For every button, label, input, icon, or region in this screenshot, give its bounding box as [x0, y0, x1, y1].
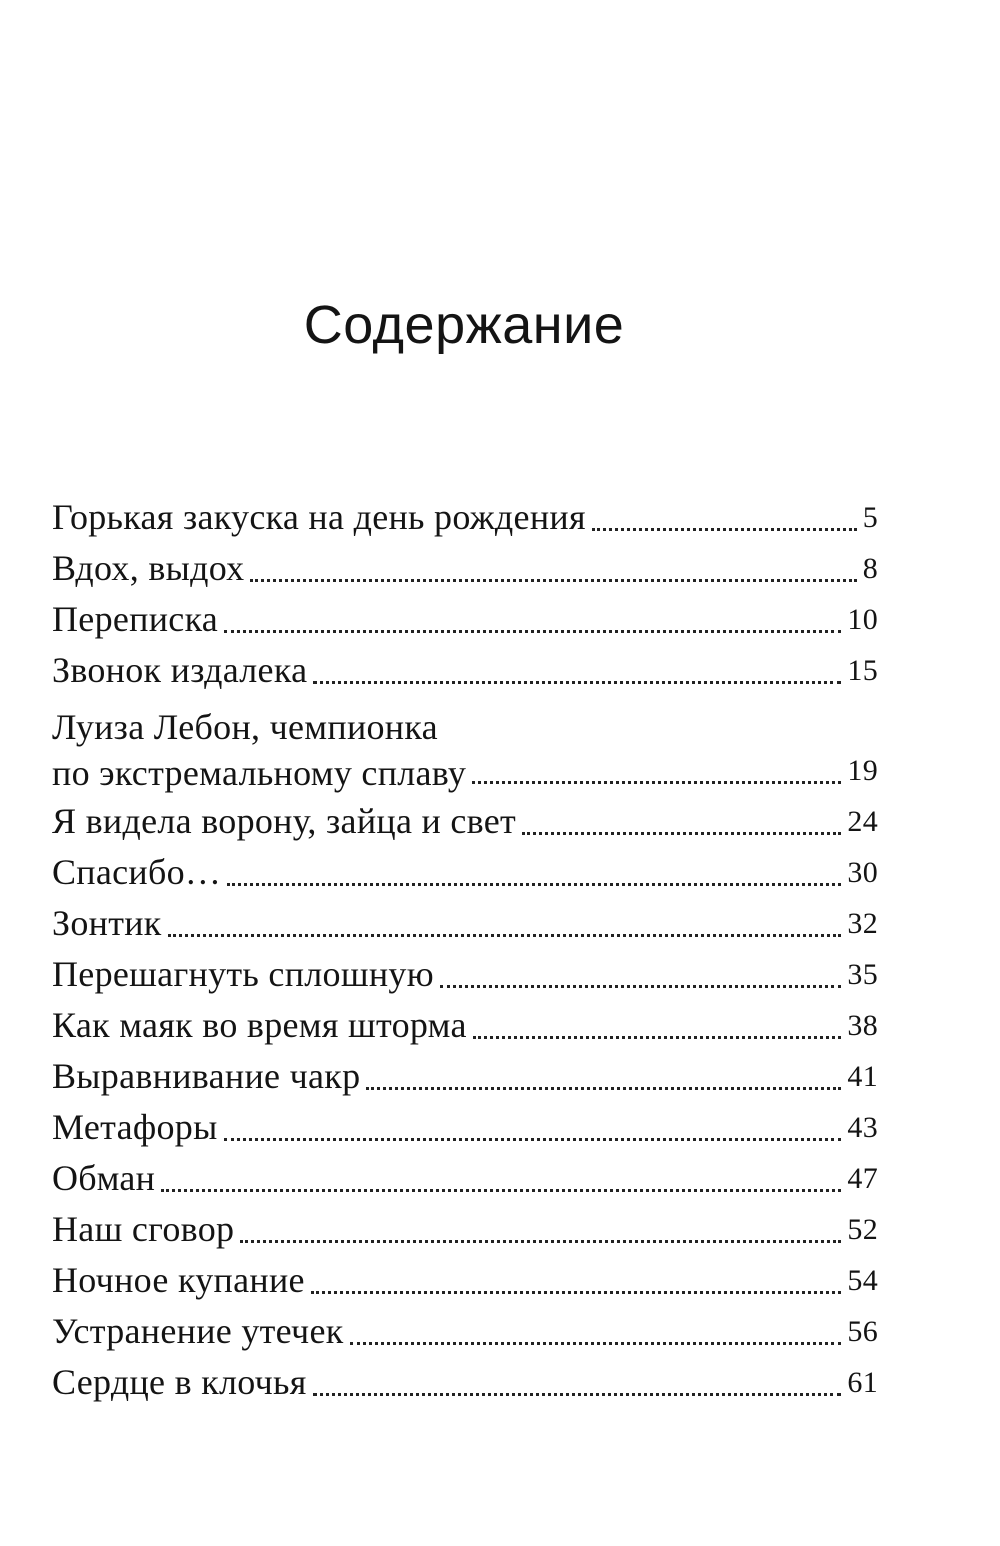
toc-entry-page: 5: [862, 501, 878, 534]
leader-dots: [522, 832, 841, 835]
toc-entry: [52, 1102, 878, 1153]
toc-entry-title: Вдох, выдох: [52, 548, 245, 588]
toc-entry-page: 38: [847, 1009, 878, 1042]
toc-entry-page: 19: [847, 754, 878, 787]
toc-entry: [52, 1000, 878, 1051]
toc-entry-title-line1: Луиза Лебон, чемпионка: [52, 707, 438, 747]
toc-entry-title: Спасибо…: [52, 852, 222, 892]
toc-entry: [52, 1153, 878, 1204]
toc-entry-page: 10: [847, 603, 878, 636]
toc-entry: [52, 1357, 878, 1408]
leader-dots: [224, 630, 841, 633]
toc-entry: [52, 696, 878, 796]
leader-dots: [313, 1393, 842, 1396]
toc-entry: [52, 1255, 878, 1306]
toc-entry: [52, 1051, 878, 1102]
toc-entry-title: Как маяк во время шторма: [52, 1005, 467, 1045]
leader-dots: [224, 1138, 842, 1141]
toc-entry: [52, 492, 878, 543]
leader-dots: [313, 681, 841, 684]
leader-dots: [168, 934, 842, 937]
toc-entry-title: Зонтик: [52, 903, 162, 943]
leader-dots: [161, 1189, 841, 1192]
toc-entry-page: 35: [847, 958, 878, 991]
leader-dots: [350, 1342, 842, 1345]
toc-entry-page: 30: [847, 856, 878, 889]
leader-dots: [227, 883, 841, 886]
toc-entry-title: Метафоры: [52, 1107, 218, 1147]
toc-entry-title: Сердце в клочья: [52, 1362, 307, 1402]
toc-entry-title: Устранение утечек: [52, 1311, 344, 1351]
toc-entry: [52, 1204, 878, 1255]
toc-entry-title-line2: по экстремальному сплаву: [52, 753, 467, 793]
toc-entry-page: 54: [847, 1264, 878, 1297]
toc-entry-title: Горькая закуска на день рождения: [52, 497, 586, 537]
toc-entry-title: Переписка: [52, 599, 219, 639]
toc-entry-page: 52: [847, 1213, 878, 1246]
toc-entry: [52, 543, 878, 594]
leader-dots: [240, 1240, 841, 1243]
toc-entry-page: 15: [847, 654, 878, 687]
toc-entry: [52, 1306, 878, 1357]
toc-entry-title: Перешагнуть сплошную: [52, 954, 434, 994]
toc-entry-page: 47: [847, 1162, 878, 1195]
toc-entry-title: Обман: [52, 1158, 156, 1198]
toc-entry-title: Выравнивание чакр: [52, 1056, 361, 1096]
toc-entry-page: 43: [847, 1111, 878, 1144]
table-of-contents: [52, 492, 878, 1408]
toc-entry: [52, 898, 878, 949]
toc-entry-page: 61: [847, 1366, 878, 1399]
toc-entry-page: 56: [847, 1315, 878, 1348]
leader-dots: [250, 579, 856, 582]
toc-entry: [52, 949, 878, 1000]
toc-entry-page: 41: [847, 1060, 878, 1093]
toc-entry: [52, 645, 878, 696]
leader-dots: [366, 1087, 841, 1090]
toc-entry: [52, 847, 878, 898]
toc-entry-page: 8: [862, 552, 878, 585]
toc-entry-title: Я видела ворону, зайца и свет: [52, 801, 517, 841]
page-title: Содержание: [303, 295, 625, 356]
toc-entry-page: 32: [847, 907, 878, 940]
toc-entry-title: Звонок издалека: [52, 650, 308, 690]
leader-dots: [311, 1291, 842, 1294]
toc-entry-title: [52, 704, 466, 796]
toc-entry-title: Ночное купание: [52, 1260, 305, 1300]
leader-dots: [472, 781, 841, 784]
leader-dots: [440, 985, 841, 988]
toc-entry-page: 24: [847, 805, 878, 838]
toc-entry: [52, 594, 878, 645]
toc-entry: [52, 796, 878, 847]
leader-dots: [473, 1036, 842, 1039]
leader-dots: [592, 528, 857, 531]
toc-entry-title: Наш сговор: [52, 1209, 235, 1249]
